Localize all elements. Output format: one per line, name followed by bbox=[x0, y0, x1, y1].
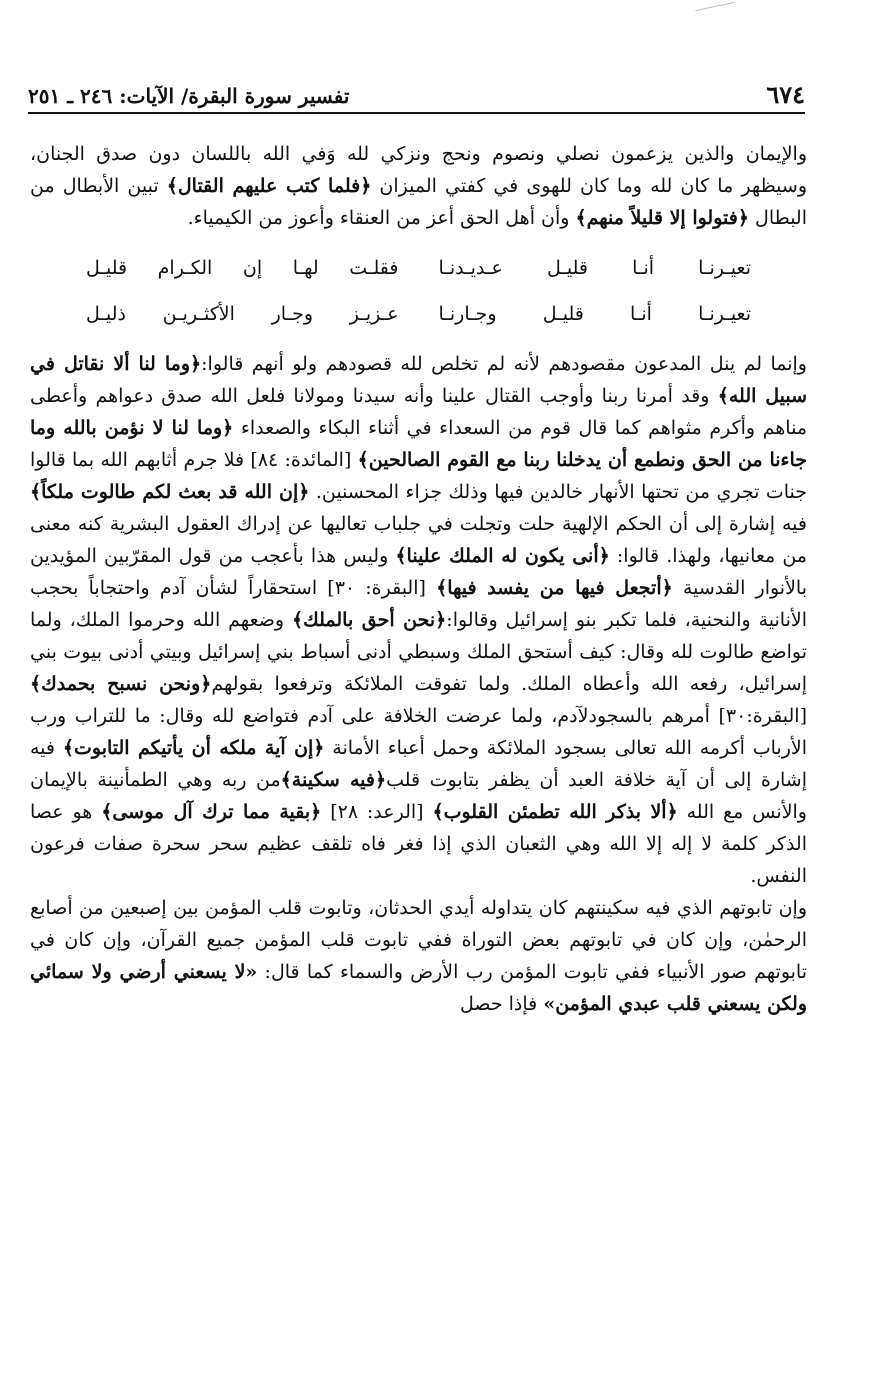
poem bbox=[86, 252, 751, 330]
quran-quote: ﴿إن الله قد بعث لكم طالوت ملكاً﴾ bbox=[30, 481, 310, 503]
quran-quote: ﴿فتولوا إلا قليلاً منهم﴾ bbox=[575, 207, 749, 229]
text-segment: من ربه وهي الطمأنينة بالإيمان والأنس مع الله bbox=[30, 769, 807, 823]
text-segment: والإيمان والذين يزعمون نصلي ونصوم ونحج ونزكي لله وَفي الله باللسان دون صدق الجنان، وسيظهر ما كان لله وما كان للهوى في كفتي الميزان bbox=[30, 143, 808, 197]
text-segment: [البقرة:٣٠] أمرهم بالسجودلآدم، ولما عرضت الخلافة على آدم فتواضع لله وقال: ما للتراب ورب الأرباب أكرمه الله تعالى بسجود الملائكة وحمل أعباء الأمانة bbox=[30, 705, 807, 759]
quran-quote: ﴿ونحن نسبح بحمدك﴾ bbox=[30, 673, 212, 695]
paragraph bbox=[30, 348, 807, 892]
poem-hemistich-left: عـزيـز وجـار الأكثـريـن ذليـل bbox=[86, 303, 399, 325]
scan-mark bbox=[695, 2, 734, 11]
text-segment: وضعهم الله وحرموا الملك، ولما تواضع طالوت لله وقال: كيف أستحق الملك وسبطي أدنى أسباط بني إسرائيل وبيتي أدنى بيوت بني إسرائيل، رفعه الله وأعطاه الملك. ولما تفوقت الملائكة وترفعوا بقولهم bbox=[30, 609, 807, 695]
quran-quote: ﴿إن آية ملكه أن يأتيكم التابوت﴾ bbox=[62, 737, 325, 759]
running-title: تفسير سورة البقرة/ الآيات: ٢٤٦ ـ ٢٥١ bbox=[28, 84, 350, 108]
text-segment: وليس هذا بأعجب من قول المقرّبين المؤيدين بالأنوار القدسية bbox=[30, 545, 808, 599]
body-text bbox=[30, 138, 807, 1020]
quran-quote: ﴿بقية مما ترك آل موسى﴾ bbox=[101, 801, 322, 823]
text-segment: فيه إشارة إلى أن الحكم الإلهية حلت وتجلت في جلباب تعاليها عن إدراك العقول البشرية كنه معنى من معانيها، ولهذا. قالوا: bbox=[30, 513, 807, 567]
paragraph bbox=[30, 892, 807, 1020]
quran-quote: ﴿أنى يكون له الملك علينا﴾ bbox=[395, 545, 610, 567]
quran-quote: ﴿أتجعل فيها من يفسد فيها﴾ bbox=[436, 577, 673, 599]
text-segment: [المائدة: ٨٤] فلا جرم أثابهم الله بما قالوا جنات تجري من تحتها الأنهار خالدين فيها وذلك جزاء المحسنين. bbox=[30, 449, 807, 503]
text-segment: وإن تابوتهم الذي فيه سكينتهم كان يتداوله أيدي الحدثان، وتابوت قلب المؤمن بين إصبعين من أصابع الرحمٰن، وإن كان في تابوتهم بعض التوراة ففي تابوت قلب المؤمن جميع القرآن، وإن كان في تابوتهم صور الأنبياء ففي تابوت المؤمن رب الأرض والسماء كما قال: bbox=[30, 897, 807, 983]
quran-quote: ﴿نحن أحق بالملك﴾ bbox=[291, 609, 447, 631]
paragraphs-after-poem bbox=[30, 348, 807, 1020]
text-segment: تبين الأبطال من البطال bbox=[30, 175, 807, 229]
quran-quote: ﴿وما لنا ألا نقاتل في سبيل الله﴾ bbox=[30, 353, 807, 407]
poem-hemistich-right: تعيـرنـا أنـا قليـل وجـارنـا bbox=[438, 303, 751, 325]
page-header bbox=[28, 72, 805, 114]
quran-quote: ﴿وما لنا لا نؤمن بالله وما جاءنا من الحق ونطمع أن يدخلنا ربنا مع القوم الصالحين﴾ bbox=[30, 417, 807, 471]
quran-quote: «لا يسعني أرضي ولا سمائي ولكن يسعني قلب عبدي المؤمن» bbox=[30, 961, 807, 1015]
text-segment: فإذا حصل bbox=[460, 993, 544, 1015]
poem-hemistich-left: فقلـت لهـا إن الكـرام قليـل bbox=[86, 257, 399, 279]
text-segment: هو عصا الذكر كلمة لا إله إلا الله وهي الثعبان الذي إذا فغر فاه تلقف عظيم سحر سحرة صفات فرعون النفس. bbox=[30, 801, 807, 887]
paragraph bbox=[30, 138, 807, 234]
quran-quote: ﴿فلما كتب عليهم القتال﴾ bbox=[166, 175, 372, 197]
text-segment: وقد أمرنا ربنا وأوجب القتال علينا وأنه سيدنا ومولانا فلعل الله صدق دعواهم وأعطى مناهم وأكرم مثواهم كما قال قوم من السعداء في أثناء البكاء والصعداء bbox=[30, 385, 808, 439]
poem-hemistich-right: تعيـرنـا أنـا قليـل عـديـدنـا bbox=[438, 257, 751, 279]
quran-quote: ﴿فيه سكينة﴾ bbox=[280, 769, 387, 791]
text-segment: [البقرة: ٣٠] استحقاراً لشأن آدم واحتجاباً بحجب الأنانية والنحنية، فلما تكبر بنو إسرائيل وقالوا: bbox=[30, 577, 807, 631]
page-number: ٦٧٤ bbox=[766, 80, 805, 109]
text-segment: فيه إشارة إلى أن آية خلافة العبد أن يظفر بتابوت قلب bbox=[30, 737, 807, 791]
paragraphs-before-poem bbox=[30, 138, 807, 234]
text-segment: وأن أهل الحق أعز من العنقاء وأعوز من الكيمياء. bbox=[187, 207, 576, 229]
quran-quote: ﴿ألا بذكر الله تطمئن القلوب﴾ bbox=[432, 801, 678, 823]
text-segment: وإنما لم ينل المدعون مقصودهم لأنه لم تخلص لله قصودهم ولو أنهم قالوا: bbox=[201, 353, 807, 375]
text-segment: [الرعد: ٢٨] bbox=[321, 801, 433, 823]
